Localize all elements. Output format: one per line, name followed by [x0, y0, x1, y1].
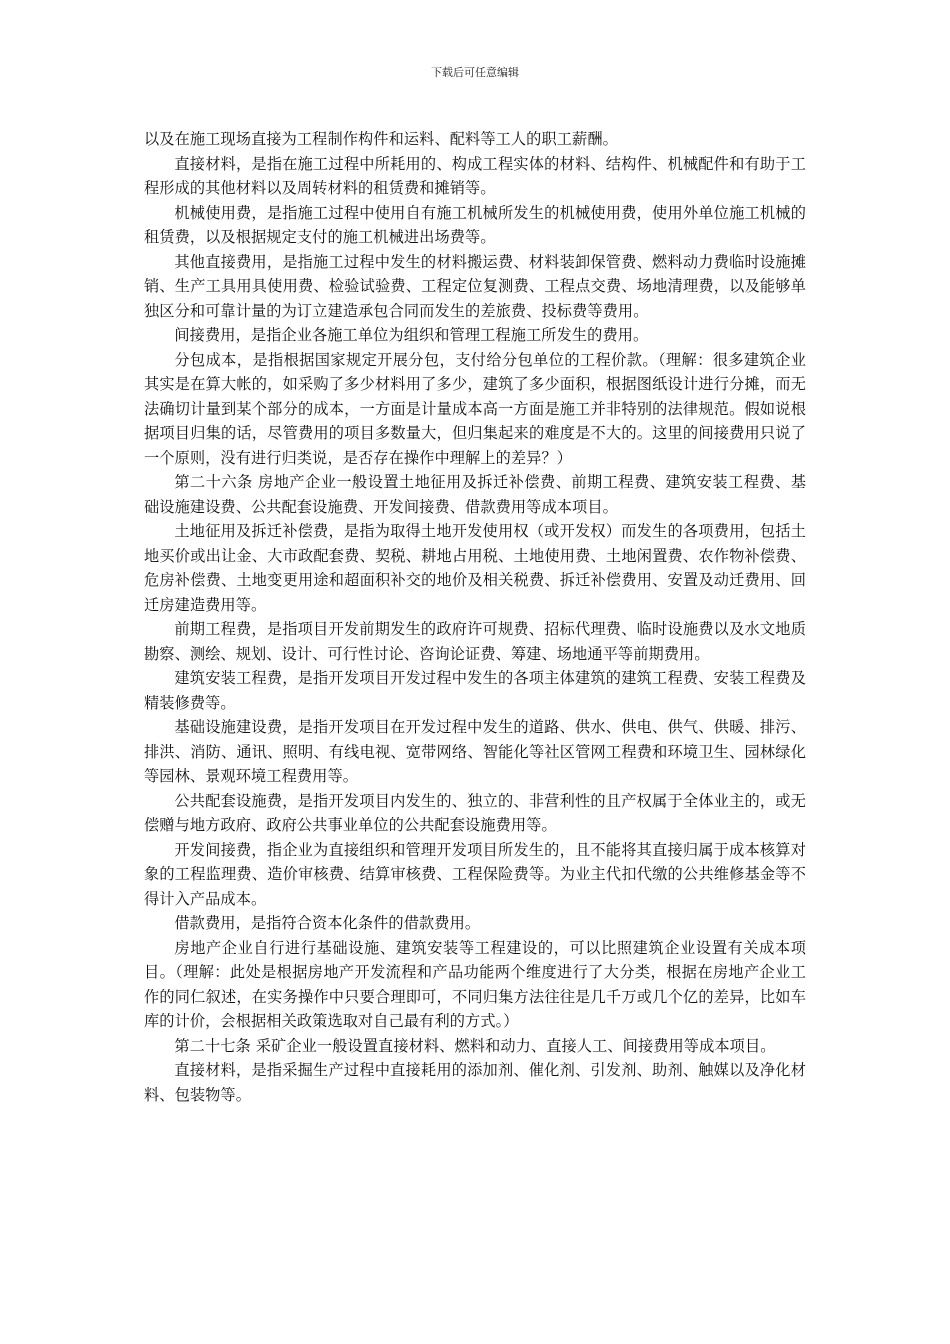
paragraph: 建筑安装工程费，是指开发项目开发过程中发生的各项主体建筑的建筑工程费、安装工程费及精装修费等。 [144, 669, 806, 712]
paragraph: 直接材料，是指在施工过程中所耗用的、构成工程实体的材料、结构件、机械配件和有助于工程形成的其他材料以及周转材料的租赁费和摊销等。 [144, 154, 806, 197]
page-header: 下载后可任意编辑 [431, 66, 519, 79]
paragraph: 前期工程费，是指项目开发前期发生的政府许可规费、招标代理费、临时设施费以及水文地质勘察、测绘、规划、设计、可行性讨论、咨询论证费、筹建、场地通平等前期费用。 [144, 620, 806, 663]
paragraph: 间接费用，是指企业各施工单位为组织和管理工程施工所发生的费用。 [174, 326, 649, 344]
paragraph: 第二十六条 房地产企业一般设置土地征用及拆迁补偿费、前期工程费、建筑安装工程费、基础设施建设费、公共配套设施费、开发间接费、借款费用等成本项目。 [144, 473, 806, 516]
paragraph: 土地征用及拆迁补偿费，是指为取得土地开发使用权（或开发权）而发生的各项费用，包括土地买价或出让金、大市政配套费、契税、耕地占用税、土地使用费、土地闲置费、农作物补偿费、危房补偿费、土地变更用途和超面积补交的地价及相关税费、拆迁补偿费用、安置及动迁费用、回迁房建造费用等。 [144, 522, 806, 614]
paragraph: 直接材料，是指采掘生产过程中直接耗用的添加剂、催化剂、引发剂、助剂、触媒以及净化材料、包装物等。 [144, 1061, 806, 1104]
paragraph: 分包成本，是指根据国家规定开展分包，支付给分包单位的工程价款。（理解：很多建筑企业其实是在算大帐的，如采购了多少材料用了多少，建筑了多少面积，根据图纸设计进行分摊，而无法确切计量到某个部分的成本，一方面是计量成本高一方面是施工并非特别的法律规范。假如说根据项目归集的话，尽管费用的项目多数量大，但归集起来的难度是不大的。这里的间接费用只说了一个原则，没有进行归类说，是否存在操作中理解上的差异？） [144, 350, 806, 467]
paragraph: 公共配套设施费，是指开发项目内发生的、独立的、非营利性的且产权属于全体业主的，或无偿赠与地方政府、政府公共事业单位的公共配套设施费用等。 [144, 791, 806, 834]
paragraph: 机械使用费，是指施工过程中使用自有施工机械所发生的机械使用费，使用外单位施工机械的租赁费，以及根据规定支付的施工机械进出场费等。 [144, 203, 806, 246]
paragraph: 借款费用，是指符合资本化条件的借款费用。 [174, 914, 481, 932]
paragraph: 以及在施工现场直接为工程制作构件和运料、配料等工人的职工薪酬。 [144, 130, 618, 148]
paragraph: 房地产企业自行进行基础设施、建筑安装等工程建设的，可以比照建筑企业设置有关成本项目。（理解：此处是根据房地产开发流程和产品功能两个维度进行了大分类，根据在房地产企业工作的同仁叙述，在实务操作中只要合理即可，不同归集方法往往是几千万或几个亿的差异，比如车库的计价，会根据相关政策选取对自己最有利的方式。） [144, 938, 806, 1030]
paragraph: 其他直接费用，是指施工过程中发生的材料搬运费、材料装卸保管费、燃料动力费临时设施摊销、生产工具用具使用费、检验试验费、工程定位复测费、工程点交费、场地清理费，以及能够单独区分和可靠计量的为订立建造承包合同而发生的差旅费、投标费等费用。 [144, 252, 806, 320]
document-body [144, 127, 806, 1107]
paragraph: 开发间接费，指企业为直接组织和管理开发项目所发生的，且不能将其直接归属于成本核算对象的工程监理费、造价审核费、结算审核费、工程保险费等。为业主代扣代缴的公共维修基金等不得计入产品成本。 [144, 840, 806, 908]
paragraph: 第二十七条 采矿企业一般设置直接材料、燃料和动力、直接人工、间接费用等成本项目。 [174, 1036, 776, 1055]
paragraph: 基础设施建设费，是指开发项目在开发过程中发生的道路、供水、供电、供气、供暖、排污、排洪、消防、通讯、照明、有线电视、宽带网络、智能化等社区管网工程费和环境卫生、园林绿化等园林、景观环境工程费用等。 [144, 718, 806, 785]
